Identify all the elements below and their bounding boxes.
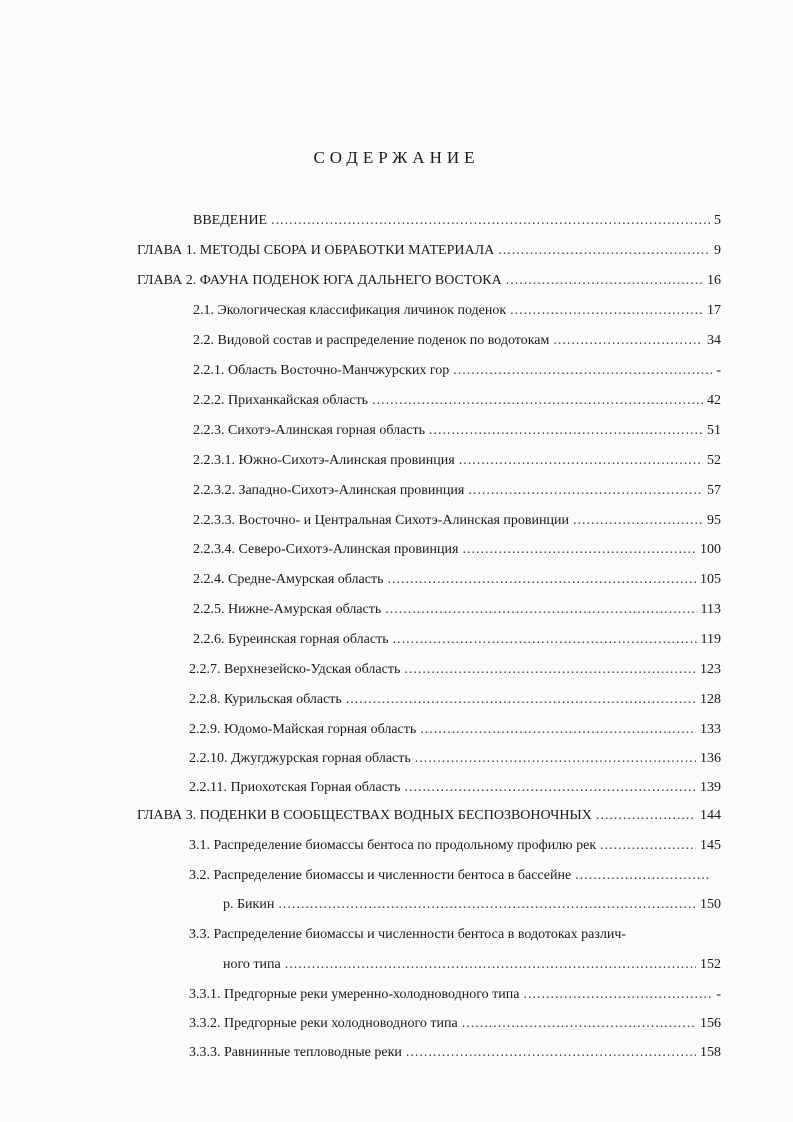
toc-page: 152	[700, 957, 721, 972]
toc-page: 158	[700, 1045, 721, 1060]
toc-label: 2.2.4. Средне-Амурская область	[193, 572, 384, 587]
toc-entry	[193, 331, 721, 351]
toc-label: 2.2.1. Область Восточно-Манчжурских гор	[193, 363, 450, 378]
toc-label: ГЛАВА 2. ФАУНА ПОДЕНОК ЮГА ДАЛЬНЕГО ВОСТОКА	[137, 273, 502, 288]
toc-page: 156	[700, 1016, 721, 1031]
toc-page: 9	[714, 243, 721, 258]
toc-entry	[137, 271, 721, 291]
toc-label: 2.2.3.2. Западно-Сихотэ-Алинская провинция	[193, 483, 465, 498]
toc-page: 95	[707, 513, 721, 528]
toc-page: 128	[700, 692, 721, 707]
toc-label: 3.2. Распределение биомассы и численности бентоса в бассейне	[189, 868, 572, 883]
toc-page: 119	[700, 632, 721, 647]
toc-entry	[137, 806, 721, 826]
toc-page: 105	[700, 572, 721, 587]
toc-page: 150	[700, 897, 721, 912]
toc-entry	[193, 301, 721, 321]
toc-page: 57	[707, 483, 721, 498]
toc-entry	[193, 211, 721, 231]
toc-entry	[137, 241, 721, 261]
toc-label: 3.3.3. Равнинные тепловодные реки	[189, 1045, 402, 1060]
toc-entry	[189, 690, 721, 710]
toc-entry	[189, 1043, 721, 1063]
page-title: СОДЕРЖАНИЕ	[313, 148, 480, 167]
toc-entry	[193, 600, 721, 620]
toc-label: 2.2.3.3. Восточно- и Центральная Сихотэ-Алинская провинции	[193, 513, 569, 528]
toc-entry	[189, 925, 721, 945]
toc-label: ГЛАВА 3. ПОДЕНКИ В СООБЩЕСТВАХ ВОДНЫХ БЕСПОЗВОНОЧНЫХ	[137, 808, 592, 823]
toc-page: -	[716, 987, 721, 1002]
toc-page: 5	[714, 213, 721, 228]
toc-page: 100	[700, 542, 721, 557]
toc-page: 113	[700, 602, 721, 617]
toc-entry	[193, 630, 721, 650]
toc-entry	[193, 570, 721, 590]
toc-label: 2.2.6. Буреинская горная область	[193, 632, 389, 647]
toc-label: 3.1. Распределение биомассы бентоса по продольному профилю рек	[189, 838, 597, 853]
toc-entry	[189, 866, 713, 886]
toc-label: 2.2.10. Джугджурская горная область	[189, 751, 411, 766]
toc-label: 2.2.3.1. Южно-Сихотэ-Алинская провинция	[193, 453, 455, 468]
toc-entry	[193, 361, 721, 381]
toc-label: 2.2.9. Юдомо-Майская горная область	[189, 722, 417, 737]
toc-label: 2.2.2. Приханкайская область	[193, 393, 369, 408]
toc-entry	[189, 836, 721, 856]
toc-page: 34	[707, 333, 721, 348]
toc-page: 133	[700, 722, 721, 737]
toc-page: 17	[707, 303, 721, 318]
toc-entry	[189, 778, 721, 798]
toc-page: 52	[707, 453, 721, 468]
toc-entry	[189, 720, 721, 740]
toc-entry	[223, 955, 721, 975]
toc-label: 3.3.1. Предгорные реки умеренно-холодноводного типа	[189, 987, 520, 1002]
toc-label: 2.2.11. Приохотская Горная область	[189, 780, 401, 795]
toc-entry	[193, 511, 721, 531]
toc-page: 136	[700, 751, 721, 766]
toc-label: 2.1. Экологическая классификация личинок поденок	[193, 303, 507, 318]
toc-page: 51	[707, 423, 721, 438]
toc-page: -	[716, 363, 721, 378]
toc-page: 42	[707, 393, 721, 408]
toc-entry	[193, 540, 721, 560]
toc-entry	[223, 895, 721, 915]
toc-label: 2.2.5. Нижне-Амурская область	[193, 602, 382, 617]
toc-label: 3.3.2. Предгорные реки холодноводного типа	[189, 1016, 458, 1031]
toc-label: 2.2.3.4. Северо-Сихотэ-Алинская провинция	[193, 542, 459, 557]
toc-label: ного типа	[223, 957, 281, 972]
toc-entry	[189, 985, 721, 1005]
toc-page: 16	[707, 273, 721, 288]
toc-entry	[193, 391, 721, 411]
toc-entry	[189, 660, 721, 680]
toc-entry	[189, 1014, 721, 1034]
toc-label: ГЛАВА 1. МЕТОДЫ СБОРА И ОБРАБОТКИ МАТЕРИАЛА	[137, 243, 495, 258]
toc-entry	[193, 451, 721, 471]
toc-label: ВВЕДЕНИЕ	[193, 213, 268, 228]
toc-label: р. Бикин	[223, 897, 275, 912]
toc-label: 2.2. Видовой состав и распределение поденок по водотокам	[193, 333, 550, 348]
toc-page: 123	[700, 662, 721, 677]
toc-entry	[193, 421, 721, 441]
toc-label: 2.2.7. Верхнезейско-Удская область	[189, 662, 401, 677]
toc-label: 2.2.3. Сихотэ-Алинская горная область	[193, 423, 426, 438]
toc-entry	[193, 481, 721, 501]
toc-label: 2.2.8. Курильская область	[189, 692, 342, 707]
toc-page: 144	[700, 808, 721, 823]
toc-label: 3.3. Распределение биомассы и численности бентоса в водотоках различ-	[189, 927, 627, 942]
toc-entry	[189, 749, 721, 769]
toc-page: 139	[700, 780, 721, 795]
toc-page: 145	[700, 838, 721, 853]
